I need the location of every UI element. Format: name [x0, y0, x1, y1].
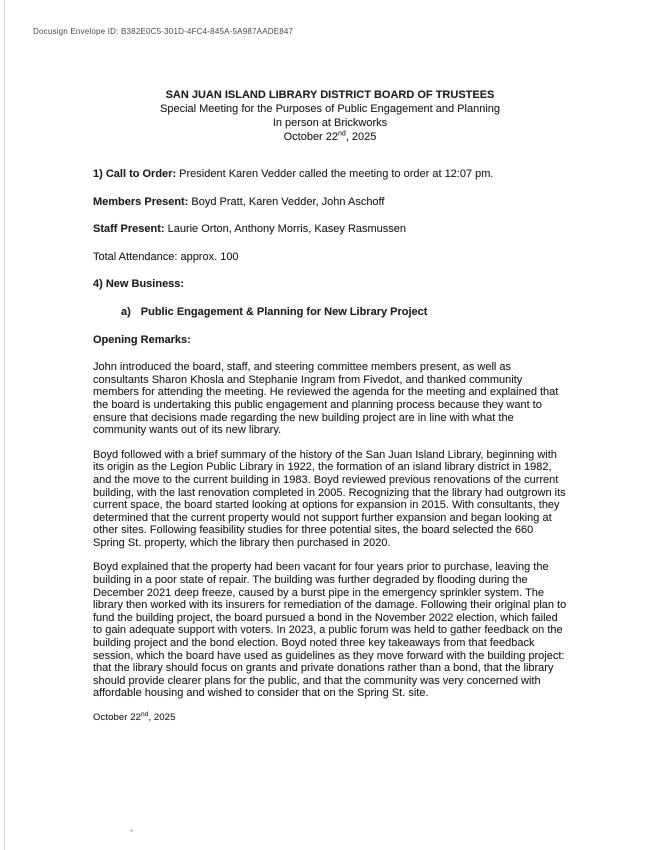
opening-remarks-heading: Opening Remarks: [93, 333, 191, 346]
document-content [93, 88, 567, 725]
footer-date [93, 712, 567, 725]
agenda-item-a [93, 306, 567, 319]
new-business-heading: 4) New Business: [93, 278, 185, 291]
paragraph-introductions: John introduced the board, staff, and steering committee members present, as well as consultants Sharon Khosla and Stephanie Ingram from Fivedot, and thanked community members for attending the meeting. He reviewed the agenda for the meeting and explained that the board is undertaking this public engagement and planning process because they want to ensure that decisions made regarding the new building project are in line with what the community wants out of its new library. [93, 361, 559, 437]
paragraph-property-history: Boyd explained that the property had been vacant for four years prior to purchase, leaving the building in a poor state of repair. The building was further degraded by flooding during the December 2021 deep freeze, caused by a burst pipe in the emergency sprinkler system. The library then worked with its insurers for remediation of the damage. Following their original plan to fund the building project, the board pursued a bond in the November 2022 election, which failed to gain adequate support with voters. In 2023, a public forum was held to gather feedback on the building project and the bond election. Boyd noted three key takeaways from that feedback session, which the board have used as guidelines as they move forward with the building project: that the library should focus on grants and private donations rather than a bond, that the library should provide clearer plans for the public, and that the community was very concerned with affordable housing and wished to consider that on the Spring St. site. [93, 561, 567, 700]
document-title: SAN JUAN ISLAND LIBRARY DISTRICT BOARD OF TRUSTEES [165, 89, 495, 101]
document-header [93, 88, 567, 144]
total-attendance-line: Total Attendance: approx. 100 [93, 250, 239, 263]
agenda-item-a-text: Public Engagement & Planning for New Library Project [140, 305, 428, 318]
members-present-line [93, 196, 567, 209]
agenda-item-a-marker: a) [121, 305, 131, 318]
staff-present-line [93, 223, 567, 236]
meeting-date-year: , 2025 [345, 131, 377, 143]
scan-edge-artifact [4, 0, 5, 850]
docusign-envelope-id: Docusign Envelope ID: B382E0C5-301D-4FC4-845A-5A987AADE847 [33, 27, 294, 36]
paragraph-library-history: Boyd followed with a brief summary of the history of the San Juan Island Library, beginning with its origin as the Legion Public Library in 1922, the formation of an island library district in 1982, and the move to the current building in 1983. Boyd reviewed previous renovations of the current building, with the last renovation completed in 2005. Recognizing that the library had outgrown its current space, the board started looking at options for expansion in 2015. With consultants, they determined that the current property would not support further expansion and began looking at other sites. Following feasibility studies for three potential sites, the board selected the 660 Spring St. property, which the library then purchased in 2020. [93, 448, 566, 549]
footer-date-day: October 22 [93, 712, 141, 723]
meeting-date-ordinal: nd [338, 130, 346, 138]
meeting-purpose: Special Meeting for the Purposes of Public Engagement and Planning [160, 103, 500, 115]
footer-date-ordinal: nd [141, 710, 149, 718]
staff-present-text: Laurie Orton, Anthony Morris, Kasey Rasmussen [164, 223, 407, 236]
members-present-label: Members Present: [93, 195, 189, 208]
scan-noise-speck [130, 829, 133, 832]
meeting-date-day: October 22 [283, 131, 339, 143]
staff-present-label: Staff Present: [93, 223, 165, 236]
meeting-date [93, 130, 567, 144]
call-to-order-line [93, 168, 567, 181]
meeting-location: In person at Brickworks [272, 117, 388, 129]
members-present-text: Boyd Pratt, Karen Vedder, John Aschoff [188, 195, 385, 208]
call-to-order-text: President Karen Vedder called the meeting to order at 12:07 pm. [176, 168, 494, 180]
footer-date-year: , 2025 [148, 712, 176, 723]
call-to-order-label: 1) Call to Order: [93, 168, 177, 180]
